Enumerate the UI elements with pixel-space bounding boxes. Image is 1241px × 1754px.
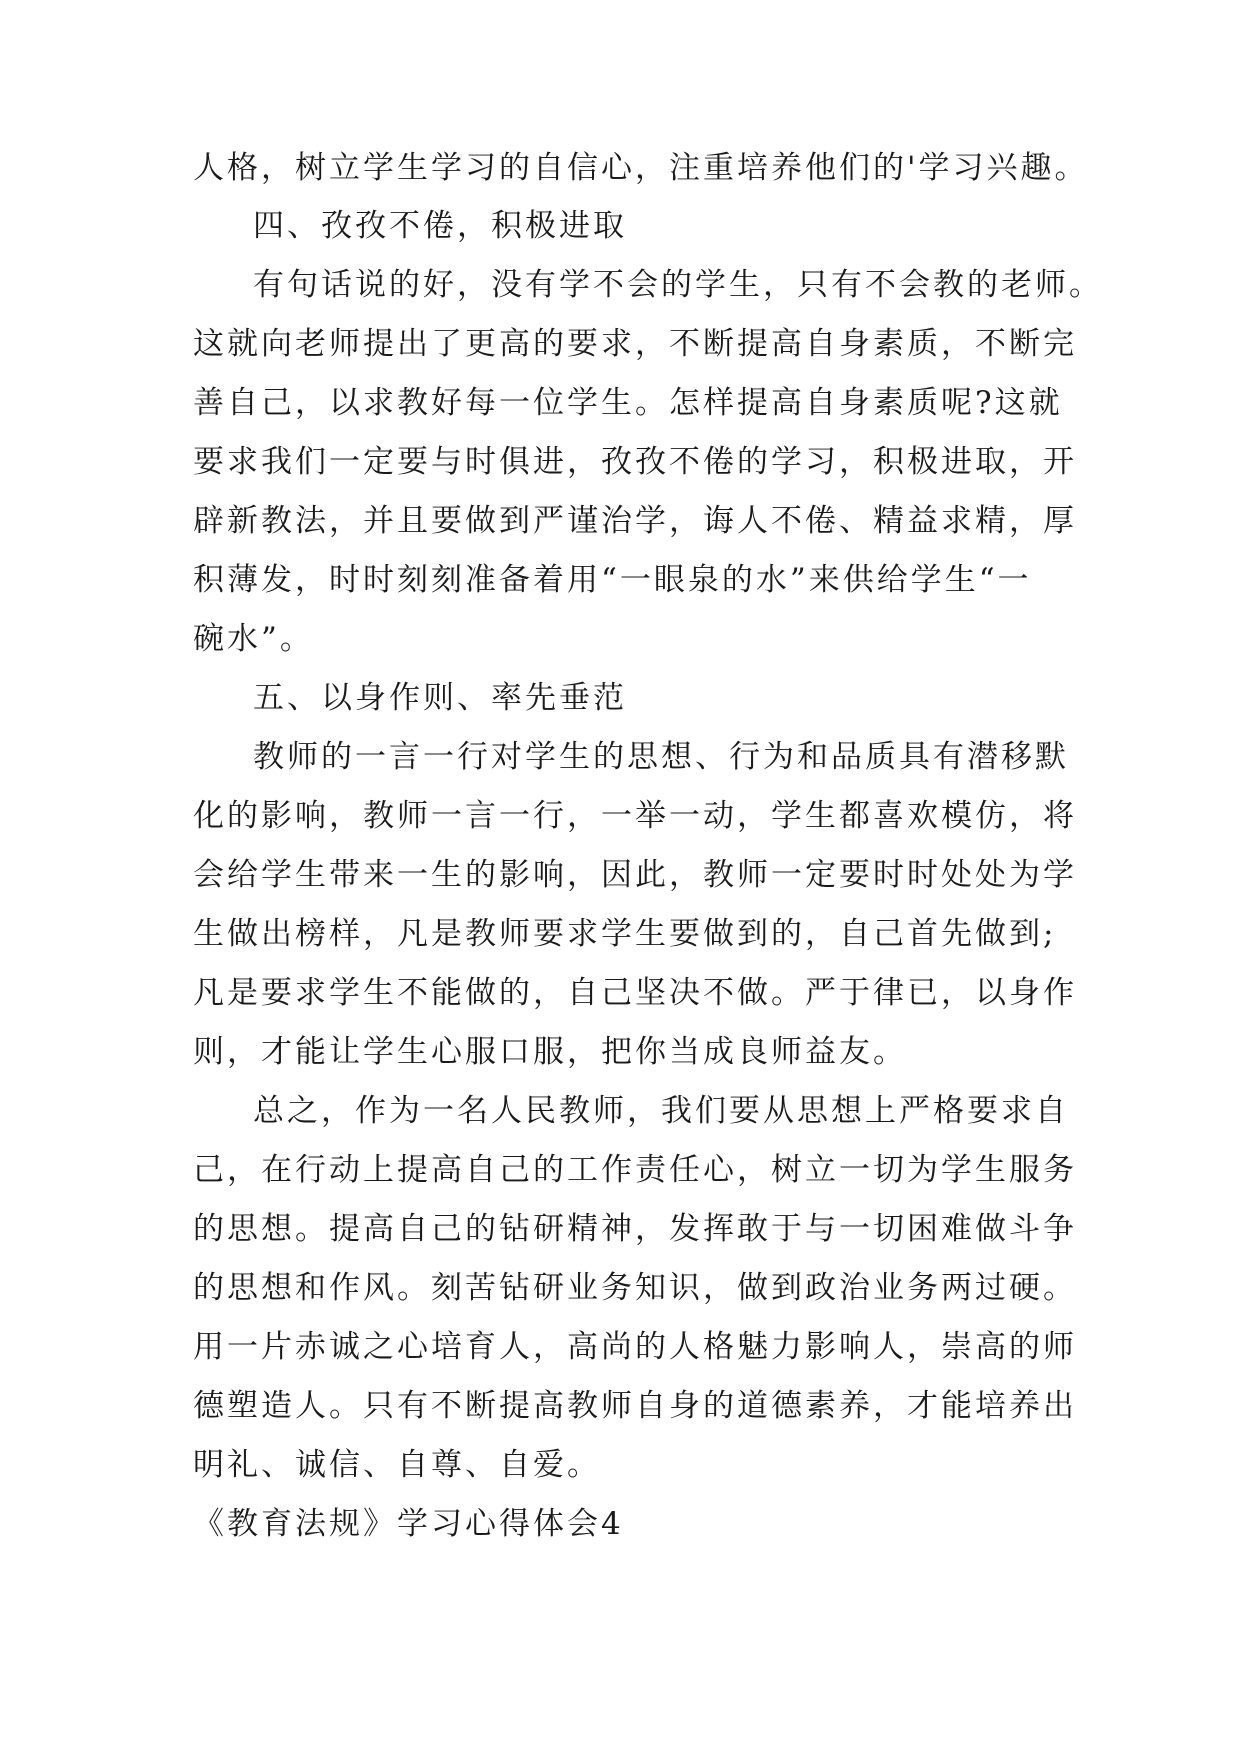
text-line: 碗水”。 [193,621,314,657]
text-line: 凡是要求学生不能做的，自己坚决不做。严于律已，以身作 [193,975,1077,1011]
text-line: 这就向老师提出了更高的要求，不断提高自身素质，不断完 [193,326,1077,362]
text-line: 用一片赤诚之心培育人，高尚的人格魅力影响人，崇高的师 [193,1329,1077,1365]
text-line: 己，在行动上提高自己的工作责任心，树立一切为学生服务 [193,1152,1077,1188]
text-line: 化的影响，教师一言一行，一举一动，学生都喜欢模仿，将 [193,798,1077,834]
text-line: 善自己，以求教好每一位学生。怎样提高自身素质呢?这就 [193,385,1063,421]
text-line: 生做出榜样，凡是教师要求学生要做到的，自己首先做到; [193,916,1057,952]
section-heading: 五、以身作则、率先垂范 [253,680,627,716]
text-line: 明礼、诚信、自尊、自爱。 [193,1447,601,1483]
article-title: 《教育法规》学习心得体会4 [193,1506,624,1542]
text-line: 德塑造人。只有不断提高教师自身的道德素养，才能培养出 [193,1388,1077,1424]
section-heading: 四、孜孜不倦，积极进取 [253,208,627,244]
paragraph-first-line: 教师的一言一行对学生的思想、行为和品质具有潜移默 [253,739,1069,775]
text-line: 辟新教法，并且要做到严谨治学，诲人不倦、精益求精，厚 [193,503,1077,539]
text-line: 则，才能让学生心服口服，把你当成良师益友。 [193,1034,907,1070]
text-line: 的思想。提高自己的钻研精神，发挥敢于与一切困难做斗争 [193,1211,1077,1247]
paragraph-first-line: 有句话说的好，没有学不会的学生，只有不会教的老师。 [253,267,1103,303]
paragraph-first-line: 总之，作为一名人民教师，我们要从思想上严格要求自 [253,1093,1069,1129]
text-line: 积薄发，时时刻刻准备着用“一眼泉的水”来供给学生“一 [193,562,1032,598]
text-line: 人格，树立学生学习的自信心，注重培养他们的'学习兴趣。 [193,150,1089,186]
text-line: 要求我们一定要与时俱进，孜孜不倦的学习，积极进取，开 [193,444,1077,480]
text-line: 的思想和作风。刻苦钻研业务知识，做到政治业务两过硬。 [193,1270,1077,1306]
text-line: 会给学生带来一生的影响，因此，教师一定要时时处处为学 [193,857,1077,893]
